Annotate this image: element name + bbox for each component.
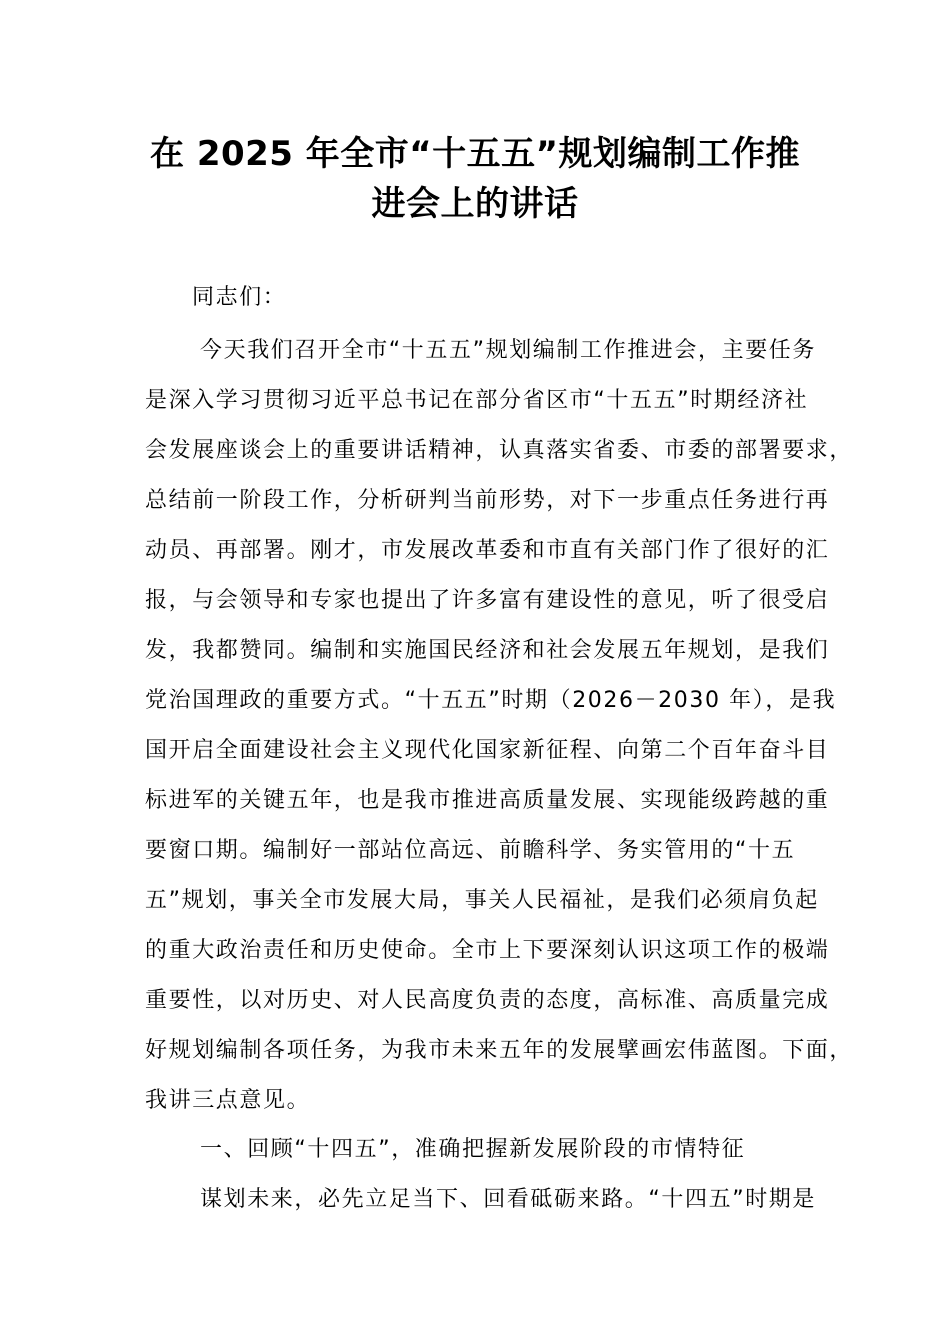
body-line: 国开启全面建设社会主义现代化国家新征程、向第二个百年奋斗目 <box>145 738 830 763</box>
body-line: 我讲三点意见。 <box>145 1088 311 1113</box>
document-title-line-2: 进会上的讲话 <box>371 184 579 224</box>
body-line: 要窗口期。编制好一部站位高远、前瞻科学、务实管用的“十五 <box>145 838 796 863</box>
body-line: 报，与会领导和专家也提出了许多富有建设性的意见，听了很受启 <box>145 588 830 613</box>
body-line: 谋划未来，必先立足当下、回看砥砺来路。“十四五”时期是 <box>200 1187 816 1212</box>
body-line: 标进军的关键五年，也是我市推进高质量发展、实现能级跨越的重 <box>145 788 830 813</box>
body-line: 好规划编制各项任务，为我市未来五年的发展擘画宏伟蓝图。下面， <box>145 1038 854 1063</box>
body-line: 发，我都赞同。编制和实施国民经济和社会发展五年规划，是我们 <box>145 638 830 663</box>
body-line: 五”规划，事关全市发展大局，事关人民福祉，是我们必须肩负起 <box>145 888 819 913</box>
body-line: 今天我们召开全市“十五五”规划编制工作推进会，主要任务 <box>200 338 816 363</box>
body-line: 总结前一阶段工作，分析研判当前形势，对下一步重点任务进行再 <box>145 488 830 513</box>
body-line: 的重大政治责任和历史使命。全市上下要深刻认识这项工作的极端 <box>145 938 830 963</box>
body-line: 党治国理政的重要方式。“十五五”时期（2026－2030 年），是我 <box>145 688 837 713</box>
document-title-line-1: 在 2025 年全市“十五五”规划编制工作推 <box>150 134 800 174</box>
body-line: 会发展座谈会上的重要讲话精神，认真落实省委、市委的部署要求， <box>145 438 854 463</box>
body-line: 是深入学习贯彻习近平总书记在部分省区市“十五五”时期经济社 <box>145 388 809 413</box>
body-line: 动员、再部署。刚才，市发展改革委和市直有关部门作了很好的汇 <box>145 538 830 563</box>
salutation: 同志们： <box>192 285 287 310</box>
body-line: 重要性，以对历史、对人民高度负责的态度，高标准、高质量完成 <box>145 988 830 1013</box>
section-heading: 一、回顾“十四五”，准确把握新发展阶段的市情特征 <box>200 1137 746 1162</box>
